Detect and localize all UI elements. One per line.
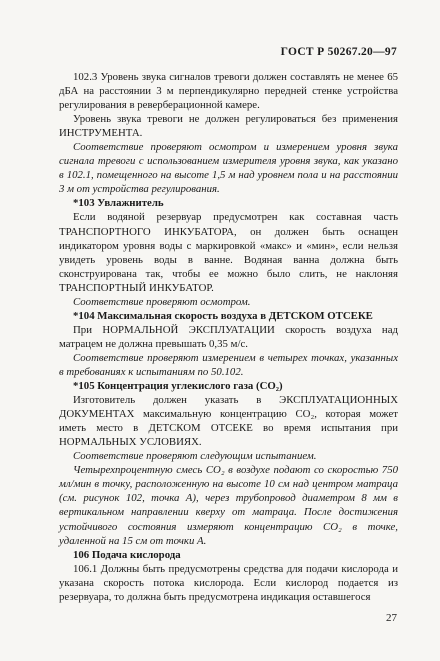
page-number: 27 <box>386 612 397 624</box>
section-heading-103: *103 Увлажнитель <box>73 197 164 210</box>
section-heading-106: 106 Подача кислорода <box>73 548 181 561</box>
compliance-note-105: Соответствие проверяют следующим испытанием. <box>73 450 317 463</box>
document-header: ГОСТ Р 50267.20—97 <box>280 46 397 58</box>
compliance-note-104: Соответствие проверяют измерением в четырех точках, указанных в требованиях к испытаниям по 50.102. <box>59 351 398 378</box>
section-heading-105: *105 Концентрация углекислого газа (CO₂) <box>73 380 283 393</box>
compliance-note-102-3: Соответствие проверяют осмотром и измерением уровня звука сигнала тревоги с использованием измерителя уровня звука, как указано в 102.1, помещенного на высоте 1,5 м над уровнем пола и на расстоянии 3 м от устройства регулирования. <box>59 141 398 196</box>
section-heading-104: *104 Максимальная скорость воздуха в ДЕТСКОМ ОТСЕКЕ <box>73 309 373 322</box>
compliance-note-103: Соответствие проверяют осмотром. <box>73 295 251 308</box>
paragraph-105: Изготовитель должен указать в ЭКСПЛУАТАЦИОННЫХ ДОКУМЕНТАХ максимальную концентрацию CO₂, которая может иметь место в ДЕТСКОМ ОТСЕКЕ во время испытания при НОРМАЛЬНЫХ УСЛОВИЯХ. <box>59 394 398 449</box>
document-body <box>59 70 398 604</box>
paragraph-106-1: 106.1 Должны быть предусмотрены средства для подачи кислорода и указана скорость потока кислорода. Если кислород подается из резервуара, то должна быть предусмотрена индикация оставшегося <box>59 562 398 603</box>
paragraph-102-3: 102.3 Уровень звука сигналов тревоги должен составлять не менее 65 дБА на расстоянии 3 м перпендикулярно передней стенке устройства регулирования в реверберационной камере. <box>59 71 398 112</box>
compliance-test-procedure-105: Четырехпроцентную смесь CO₂ в воздухе подают со скоростью 750 мл/мин в точку, расположенную на высоте 10 см над центром матраца (см. рисунок 102, точка A), через трубопровод диаметром 8 мм в вертикальном направлении кверху от матраца. После достижения устойчивого состояния измеряют концентрацию CO₂ в точке, удаленной на 15 см от точки A. <box>59 464 398 547</box>
paragraph-103: Если водяной резервуар предусмотрен как составная часть ТРАНСПОРТНОГО ИНКУБАТОРА, он должен быть оснащен индикатором уровня воды с маркировкой «макс» и «мин», если нельзя увидеть уровень воды в ванне. Водяная ванна должна быть сконструирована так, чтобы ее можно было слить, не наклоняя ТРАНСПОРТНЫЙ ИНКУБАТОР. <box>59 211 398 294</box>
paragraph-alarm-adjustment: Уровень звука тревоги не должен регулироваться без применения ИНСТРУМЕНТА. <box>59 113 398 140</box>
paragraph-104: При НОРМАЛЬНОЙ ЭКСПЛУАТАЦИИ скорость воздуха над матрацем не должна превышать 0,35 м/с. <box>59 323 398 350</box>
